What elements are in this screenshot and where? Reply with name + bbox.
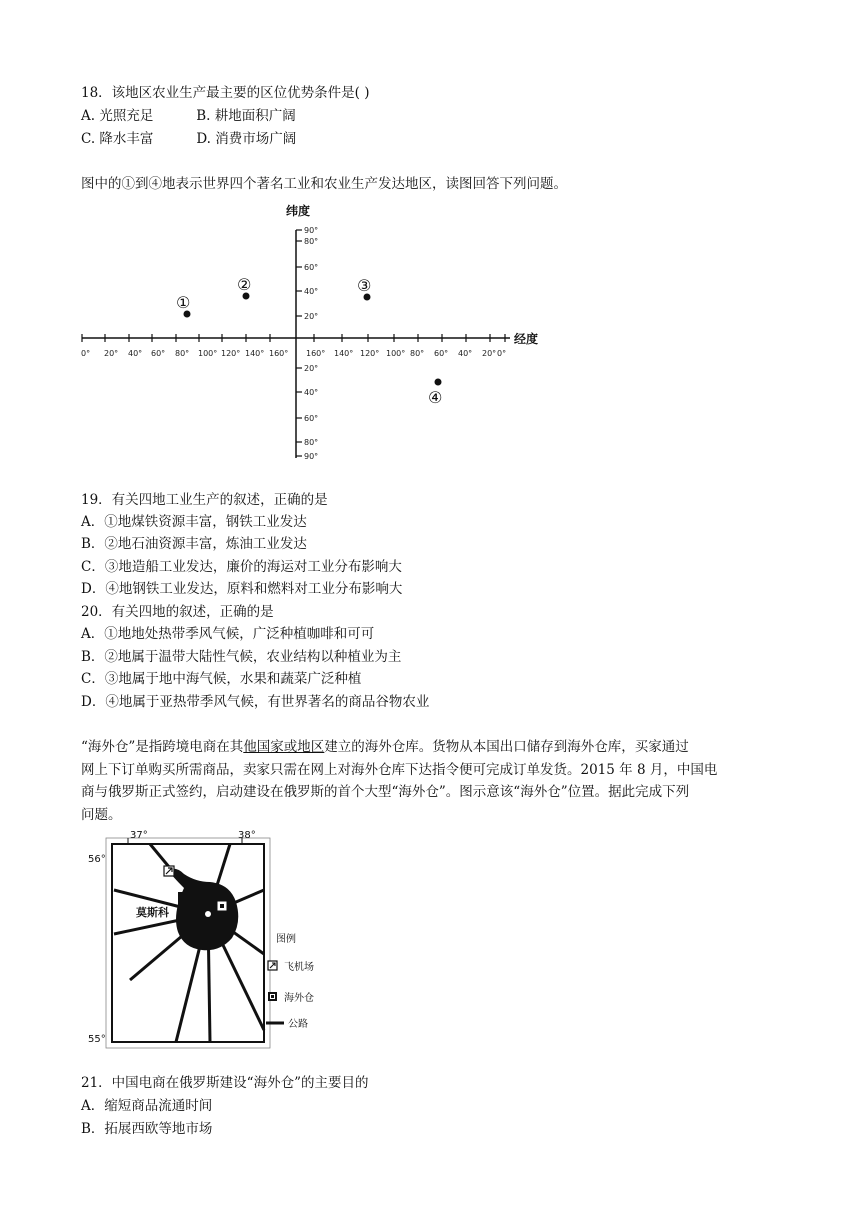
x-tick-label: 120° [221,349,241,358]
legend-warehouse-label: 海外仓 [284,993,314,1004]
y-tick-label: 90° [304,226,319,235]
point-label-4: ④ [428,388,443,407]
x-tick-label: 80° [175,349,190,358]
y-tick-label: 80° [304,237,319,246]
y-tick-label: 80° [304,438,319,447]
q20-option-d: D．④地属于亚热带季风气候，有世界著名的商品谷物农业 [81,694,430,710]
intro-paragraph-1: 图中的①到④地表示世界四个著名工业和农业生产发达地区，读图回答下列问题。 [81,176,567,192]
x-tick-label: 60° [434,349,449,358]
point-label-2: ② [237,275,252,294]
q19-option-b: B．②地石油资源丰富，炼油工业发达 [81,536,307,552]
q21-option-a: A．缩短商品流通时间 [81,1098,213,1114]
q19-option-c: C．③地造船工业发达，廉价的海运对工业分布影响大 [81,559,402,575]
x-tick-label: 100° [198,349,218,358]
moscow-map [80,830,380,1050]
city-label: 莫斯科 [136,906,169,919]
x-tick-label: 160° [269,349,289,358]
y-tick-label: 40° [304,287,319,296]
legend-airport-label: 飞机场 [284,962,314,973]
y-ticks [296,226,318,461]
x-tick-label: 40° [128,349,143,358]
point-marker-4 [435,379,442,386]
y-tick-label: 60° [304,263,319,272]
intro-paragraph-2-line-3: 商与俄罗斯正式签约，启动建设在俄罗斯的首个大型“海外仓”。图示意该“海外仓”位置。据此完成下列 [81,784,690,800]
legend-road-label: 公路 [288,1019,308,1030]
x-tick-label: 80° [410,349,425,358]
point-label-1: ① [176,293,191,312]
x-tick-label: 140° [245,349,265,358]
lon-label-38: 38° [238,830,256,841]
x-tick-label: 160° [306,349,326,358]
y-tick-label: 90° [304,452,319,461]
q19-option-a: A．①地煤铁资源丰富，钢铁工业发达 [81,514,307,530]
y-tick-label: 20° [304,364,319,373]
q20-option-c: C．③地属于地中海气候，水果和蔬菜广泛种植 [81,671,362,687]
q19-option-d: D．④地钢铁工业发达，原料和燃料对工业分布影响大 [81,581,403,597]
y-tick-label: 60° [304,414,319,423]
lat-label-55: 55° [88,1034,106,1045]
y-axis-label: 纬度 [286,204,311,218]
x-tick-label: 40° [458,349,473,358]
q18-options-cd: C. 降水丰富 D. 消费市场广阔 [81,131,297,147]
x-tick-label: 0° [81,349,91,358]
x-tick-label: 20° [104,349,119,358]
coordinate-chart [0,190,860,490]
legend-title: 图例 [276,934,296,945]
x-axis-label: 经度 [514,332,539,346]
x-tick-label: 140° [334,349,354,358]
intro-paragraph-2-line-2: 网上下订单购买所需商品，卖家只需在网上对海外仓库下达指令便可完成订单发货。2015 年 8 月，中国电 [81,762,718,778]
q19-stem: 19．有关四地工业生产的叙述，正确的是 [81,492,328,508]
y-tick-label: 20° [304,312,319,321]
q18-options-ab: A. 光照充足 B. 耕地面积广阔 [81,108,296,124]
x-tick-label: 60° [151,349,166,358]
q20-option-a: A．①地地处热带季风气候，广泛种植咖啡和可可 [81,626,375,642]
city-center-dot [205,911,211,917]
lat-label-56: 56° [88,854,106,865]
q21-option-b: B．拓展西欧等地市场 [81,1121,213,1137]
y-tick-label: 40° [304,388,319,397]
intro-paragraph-2-line-4: 问题。 [81,807,122,823]
intro-paragraph-2-line-1: “海外仓”是指跨境电商在其他国家或地区建立的海外仓库。货物从本国出口储存到海外仓库，买家通过 [81,739,689,755]
point-label-3: ③ [357,276,372,295]
x-tick-label: 120° [360,349,380,358]
x-tick-label: 20° [482,349,497,358]
x-tick-label: 0° [497,349,507,358]
q21-stem: 21．中国电商在俄罗斯建设“海外仓”的主要目的 [81,1075,369,1091]
lon-label-37: 37° [130,830,148,841]
q20-option-b: B．②地属于温带大陆性气候，农业结构以种植业为主 [81,649,402,665]
q20-stem: 20．有关四地的叙述，正确的是 [81,604,274,620]
q18-stem: 18．该地区农业生产最主要的区位优势条件是( ) [81,85,370,101]
x-tick-label: 100° [386,349,406,358]
